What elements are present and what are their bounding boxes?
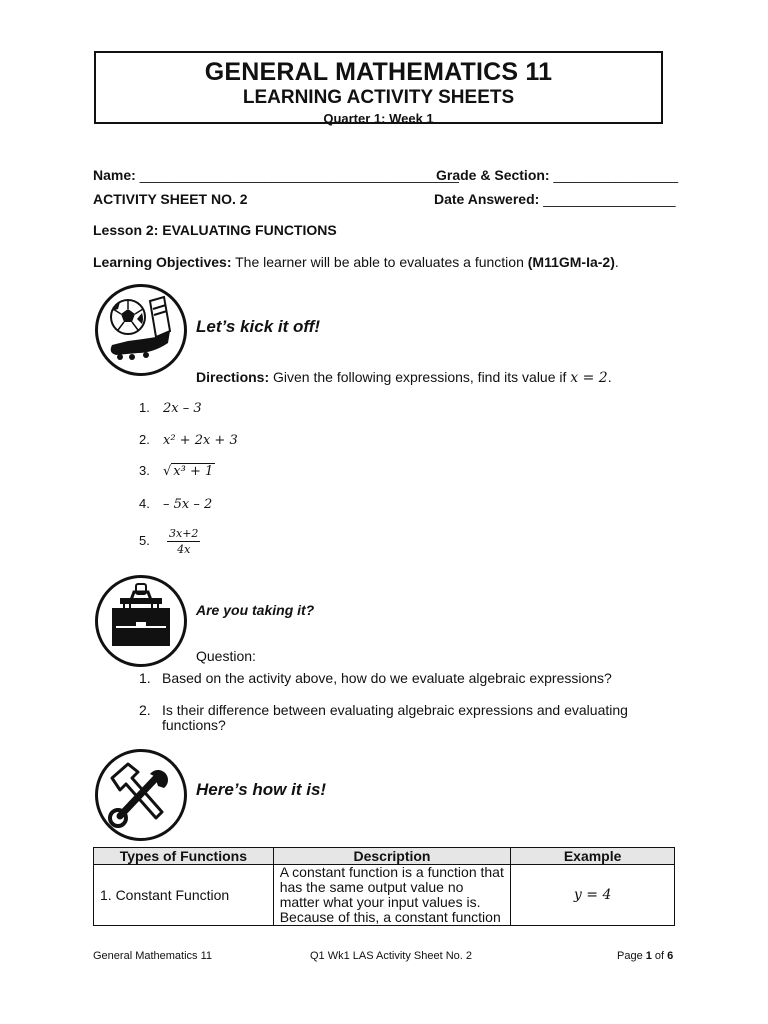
list-item: 2. x² + 2x + 3 [139, 432, 238, 448]
column-header: Types of Functions [94, 848, 274, 865]
list-item: 3. √ x³ + 1 [139, 463, 214, 479]
directions-math: x = 2 [570, 370, 608, 386]
quarter-label: Quarter 1: Week 1 [323, 111, 434, 126]
list-item: 5. $\frac{3x+2}{4x}$ [139, 527, 199, 556]
expression: 2x – 3 [163, 401, 202, 416]
column-header: Description [273, 848, 511, 865]
grade-section-field[interactable] [436, 167, 678, 183]
date-label: Date Answered: [434, 191, 540, 207]
question-text: Based on the activity above, how do we evaluate algebraic expressions? [162, 670, 612, 686]
expression: x² + 2x + 3 [163, 433, 238, 448]
lesson-title: Lesson 2: EVALUATING FUNCTIONS [93, 222, 337, 238]
function-types-table [93, 847, 675, 926]
denominator: 4x [177, 543, 191, 556]
learning-objectives: Learning Objectives: The learner will be able to evaluates a function (M11GM-Ia-2). [93, 254, 619, 270]
directions: Directions: Given the following expressions, find its value if x = 2. [196, 369, 612, 386]
footer-center: Q1 Wk1 LAS Activity Sheet No. 2 [310, 950, 473, 962]
document-title: GENERAL MATHEMATICS 11 [204, 58, 553, 86]
type-cell: 1. Constant Function [94, 865, 274, 926]
page-number: Page 1 of 6 [617, 950, 674, 962]
name-label: Name: [93, 167, 136, 183]
table-row [94, 865, 675, 926]
name-field[interactable] [93, 167, 459, 183]
table-header-row [94, 848, 675, 865]
toolbox-icon [95, 575, 187, 667]
column-header: Example [511, 848, 675, 865]
numerator: 3x+2 [169, 527, 199, 540]
section-heading-how-it-is: Here’s how it is! [196, 780, 327, 799]
name-line[interactable]: _________________________________________ [139, 167, 459, 183]
document-subtitle: LEARNING ACTIVITY SHEETS [242, 87, 515, 108]
section-heading-taking-it: Are you taking it? [196, 602, 315, 618]
list-item: 1. 2x – 3 [139, 400, 202, 416]
expression: – 5x – 2 [163, 497, 213, 512]
list-item: 1. Based on the activity above, how do we evaluate algebraic expressions? [139, 671, 659, 686]
objectives-text: The learner will be able to evaluates a function [231, 254, 528, 270]
section-heading-kick-off: Let’s kick it off! [196, 317, 321, 336]
hammer-wrench-icon [95, 749, 187, 841]
grade-line[interactable]: ________________ [553, 167, 679, 183]
footer-left: General Mathematics 11 [93, 950, 213, 962]
fraction-expression [167, 526, 200, 557]
activity-sheet-label: ACTIVITY SHEET NO. 2 [93, 191, 248, 207]
expression: x³ + 1 [173, 464, 214, 479]
list-item: 4. – 5x – 2 [139, 496, 213, 512]
objectives-code: (M11GM-Ia-2) [527, 254, 615, 270]
title-box [94, 51, 663, 124]
grade-label: Grade & Section: [436, 167, 550, 183]
example-cell: y = 4 [511, 865, 675, 926]
directions-label: Directions: [196, 369, 270, 385]
description-cell: A constant function is a function that has the same output value no matter what your input values is. Because of this, a constant function [273, 865, 511, 926]
sqrt-sign: √ [163, 464, 172, 479]
date-answered-field[interactable] [434, 191, 676, 207]
list-item: 2. Is their difference between evaluating algebraic expressions and evaluating functions? [139, 703, 659, 733]
objectives-label: Learning Objectives: [93, 254, 232, 270]
soccer-ball-shoe-icon [95, 284, 187, 376]
question-text: Is their difference between evaluating algebraic expressions and evaluating functions? [162, 702, 628, 733]
date-line[interactable]: _________________ [543, 191, 676, 207]
question-label: Question: [196, 648, 256, 664]
